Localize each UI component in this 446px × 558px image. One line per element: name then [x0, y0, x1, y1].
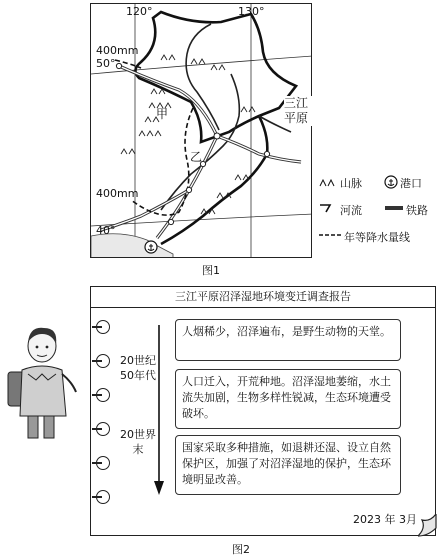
river-legend-icon [318, 202, 338, 214]
port-icon [145, 241, 157, 253]
port-legend-icon [384, 175, 398, 189]
entry-box-1: 人烟稀少，沼泽遍布，是野生动物的天堂。 [175, 319, 401, 361]
period-1950s-label: 20世纪50年代 [120, 354, 156, 382]
entry-box-2: 人口迁入，开荒种地。沼泽湿地萎缩，水土流失加剧，生物多样性锐减，生态环境遭受破坏。 [175, 369, 401, 429]
isohyet-legend-icon [318, 230, 342, 240]
student-illustration [6, 322, 78, 442]
period-late-20th-label: 20世界末 [120, 428, 156, 456]
binder-ring [96, 354, 110, 368]
binder-ring [96, 388, 110, 402]
legend-isohyet-label: 年等降水量线 [344, 231, 410, 244]
longitude-130-label: 130° [238, 5, 265, 18]
binder-ring [96, 490, 110, 504]
isohyet-label-south: 400mm [96, 187, 139, 200]
sanjiang-plain-label: 三江平原 [284, 96, 312, 126]
timeline-arrow [151, 323, 167, 499]
latitude-40-label: 40° [96, 224, 116, 237]
mountain-legend-icon [318, 176, 338, 188]
survey-report-card [90, 286, 436, 536]
figure-1-caption: 图1 [202, 264, 220, 277]
rivers [161, 24, 291, 210]
report-title: 三江平原沼泽湿地环境变迁调查报告 [91, 287, 435, 308]
latitude-50-label: 50° [96, 57, 116, 70]
place-yi-label: 乙 [190, 150, 203, 164]
map-legend [318, 172, 442, 258]
binder-ring [96, 320, 110, 334]
page-curl [418, 514, 440, 540]
entry-box-3: 国家采取多种措施，如退耕还湿、设立自然保护区，加强了对沼泽湿地的保护，生态环境明显改善。 [175, 435, 401, 495]
sea [91, 234, 173, 258]
binder-ring [96, 422, 110, 436]
binder-ring [96, 456, 110, 470]
legend-railway-label: 铁路 [406, 204, 428, 217]
railway-legend-icon [384, 203, 404, 213]
figure-2-caption: 图2 [232, 543, 250, 556]
isohyet-label-north: 400mm [96, 44, 139, 57]
report-date: 2023 年 3月 [353, 513, 417, 526]
map-svg [91, 4, 312, 258]
place-jia-label: 甲 [156, 107, 169, 121]
longitude-120-label: 120° [126, 5, 153, 18]
map-figure-1 [90, 3, 312, 258]
legend-river-label: 河流 [340, 204, 362, 217]
legend-mountain-label: 山脉 [340, 177, 362, 190]
legend-port-label: 港口 [400, 177, 422, 190]
